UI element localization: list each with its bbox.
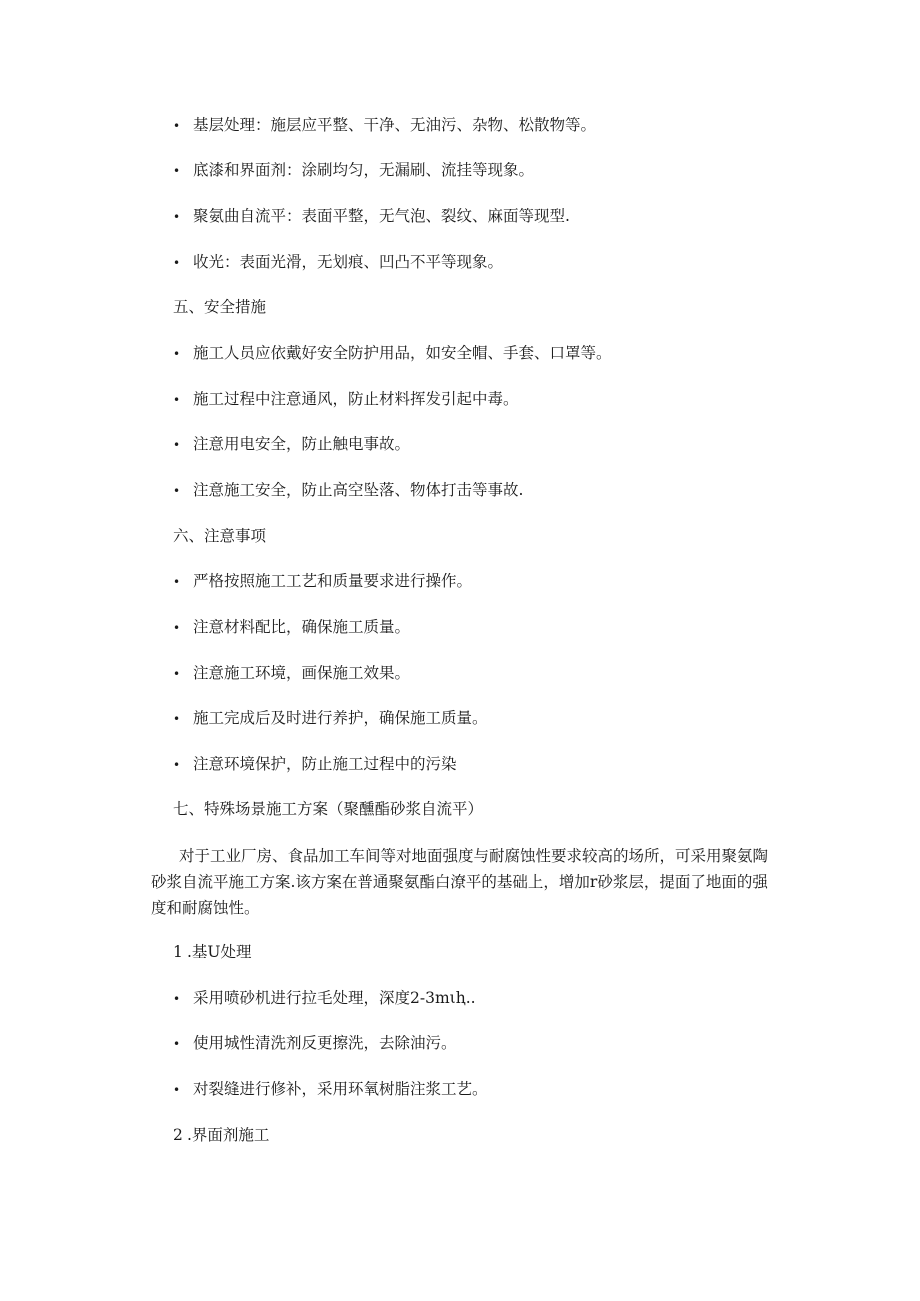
list-item-text: 注意用电安全，防止触电事故。: [193, 435, 411, 453]
bullet-marker: •: [173, 347, 181, 361]
heading-number: 2: [173, 1126, 183, 1144]
list-item: [173, 206, 570, 227]
list-item: [173, 1079, 488, 1100]
list-item-text: 注意材料配比，确保施工质量。: [193, 618, 411, 636]
list-item: [173, 708, 488, 729]
list-item: [173, 988, 476, 1009]
list-item-text: 施工人员应依戴好安全防护用品，如安全帽、手套、口罩等。: [193, 344, 612, 362]
list-item-text: 底漆和界面剂：涂刷均匀，无漏刷、流挂等现象。: [193, 161, 535, 179]
bullet-marker: •: [173, 484, 181, 498]
list-item: [173, 617, 410, 638]
bullet-marker: •: [173, 758, 181, 772]
section-heading: 七、特殊场景施工方案（聚醺酯砂浆自流平）: [173, 800, 484, 818]
list-item-text: 严格按照施工工艺和质量要求进行操作。: [193, 572, 473, 590]
list-item-text: 使用城性清洗剂反更擦洗，去除油污。: [193, 1034, 457, 1052]
list-item-text: 采用喷砂机进行拉毛处理，深度2-3mιⱨ..: [193, 989, 476, 1007]
bullet-marker: •: [173, 575, 181, 589]
bullet-marker: •: [173, 712, 181, 726]
bullet-marker: •: [173, 119, 181, 133]
list-item: [173, 160, 534, 181]
bullet-marker: •: [173, 1083, 181, 1097]
list-item: [173, 663, 410, 684]
bullet-marker: •: [173, 210, 181, 224]
bullet-marker: •: [173, 256, 181, 270]
list-item-text: 施工完成后及时进行养护，确保施工质量。: [193, 709, 488, 727]
heading-text: .基U处理: [187, 943, 252, 961]
heading-text: .界面剂施工: [187, 1126, 270, 1144]
bullet-marker: •: [173, 667, 181, 681]
list-item: [173, 343, 612, 364]
list-item-text: 注意施工环境，画保施工效果。: [193, 664, 411, 682]
numbered-heading: [173, 942, 252, 962]
list-item-text: 施工过程中注意通风，防止材料挥发引起中毒。: [193, 390, 519, 408]
bullet-marker: •: [173, 393, 181, 407]
list-item-text: 基层处理：施层应平整、干净、无油污、杂物、松散物等。: [193, 116, 597, 134]
list-item-text: 注意环境保护，防止施工过程中的污染: [193, 755, 457, 773]
list-item: [173, 1033, 457, 1054]
list-item: [173, 252, 503, 273]
list-item: [173, 480, 523, 501]
bullet-marker: •: [173, 992, 181, 1006]
list-item-text: 对裂缝进行修补，采用环氧树脂注浆工艺。: [193, 1080, 488, 1098]
bullet-marker: •: [173, 164, 181, 178]
list-item: [173, 434, 410, 455]
list-item-text: 注意施工安全，防止高空坠落、物体打击等事故.: [193, 481, 524, 499]
list-item: [173, 389, 519, 410]
list-item-text: 收光：表面光滑，无划痕、凹凸不平等现象。: [193, 253, 504, 271]
numbered-heading: [173, 1125, 269, 1145]
bullet-marker: •: [173, 438, 181, 452]
list-item: [173, 754, 457, 775]
list-item: [173, 571, 472, 592]
heading-number: 1: [173, 943, 183, 961]
bullet-marker: •: [173, 621, 181, 635]
section-heading: 五、安全措施: [173, 298, 267, 316]
bullet-marker: •: [173, 1037, 181, 1051]
section-heading: 六、注意事项: [173, 527, 267, 545]
body-paragraph: 对于工业厂房、食品加工车间等对地面强度与耐腐蚀性要求较高的场所，可采用聚氨陶砂浆自流平施工方案.该方案在普通聚氨酯白潦平的基础上，增加r砂浆层，提面了地面的强度和耐腐蚀性。: [151, 847, 769, 917]
list-item-text: 聚氨曲自流平：表面平整，无气泡、裂纹、麻面等现型.: [193, 207, 570, 225]
list-item: [173, 115, 596, 136]
